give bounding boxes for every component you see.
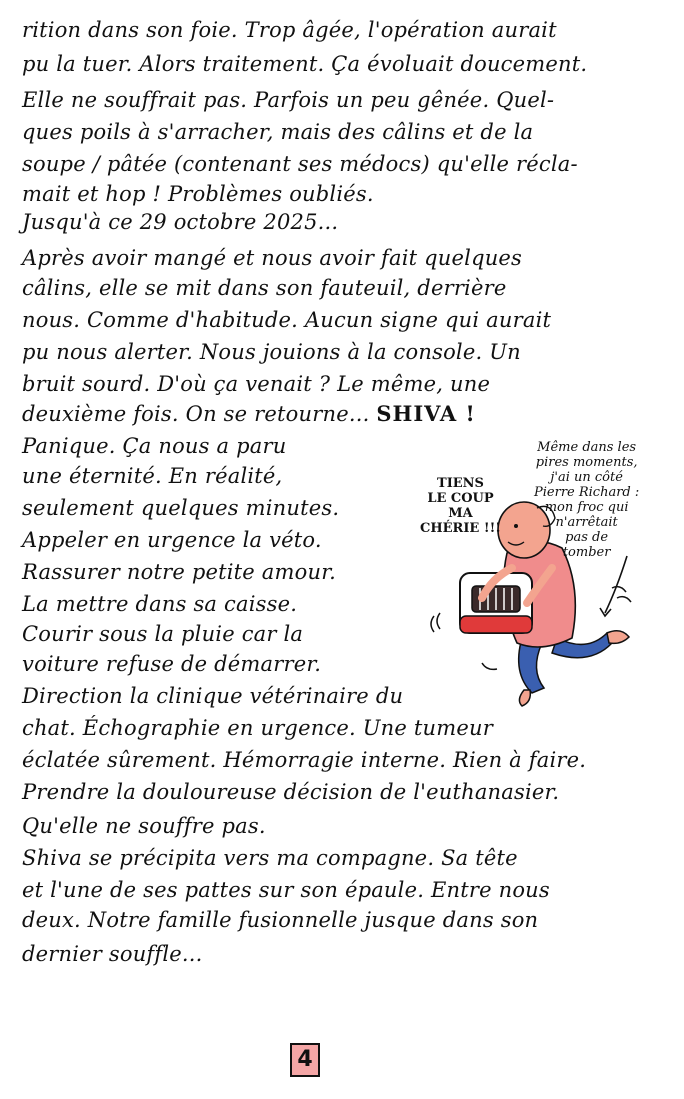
text-line: mait et hop ! Problèmes oubliés.: [22, 182, 374, 206]
text-line: nous. Comme d'habitude. Aucun signe qui aurait: [22, 308, 552, 332]
shout-line: MA: [448, 506, 473, 521]
note-line: j'ai un côté: [550, 470, 623, 485]
text-line: Courir sous la pluie car la: [22, 622, 304, 646]
text-line: rition dans son foie. Trop âgée, l'opération aurait: [22, 18, 557, 42]
note-line: pires moments,: [535, 455, 638, 470]
side-note: [534, 440, 639, 560]
shout-line: LE COUP: [427, 491, 494, 506]
text-line: Qu'elle ne souffre pas.: [22, 814, 266, 838]
text-line: seulement quelques minutes.: [22, 496, 340, 520]
text-line: ques poils à s'arracher, mais des câlins et de la: [22, 120, 534, 144]
text-line: et l'une de ses pattes sur son épaule. Entre nous: [22, 878, 550, 902]
note-line: pas de: [565, 530, 609, 545]
note-line: Même dans les: [537, 440, 637, 455]
shout-line: CHÉRIE !!!: [420, 521, 501, 536]
text-line: Prendre la douloureuse décision de l'euthanasier.: [22, 780, 560, 804]
text-line: pu nous alerter. Nous jouions à la console. Un: [22, 340, 521, 364]
note-line: tomber: [562, 545, 611, 560]
note-line: Pierre Richard :: [534, 485, 640, 500]
speech-shout: [420, 476, 501, 536]
text-line: deux. Notre famille fusionnelle jusque dans son: [22, 908, 539, 932]
text-line: chat. Échographie en urgence. Une tumeur: [22, 716, 493, 740]
shiva-name: SHIVA !: [376, 401, 476, 426]
illustration-man-with-cat-carrier: [412, 438, 674, 710]
text-line: voiture refuse de démarrer.: [22, 652, 322, 676]
text-line: Rassurer notre petite amour.: [22, 560, 336, 584]
text-line: Jusqu'à ce 29 octobre 2025...: [22, 210, 339, 234]
text-line: Après avoir mangé et nous avoir fait quelques: [22, 246, 523, 270]
note-line: mon froc qui: [544, 500, 629, 515]
text-line: Elle ne souffrait pas. Parfois un peu gênée. Quel-: [22, 88, 555, 112]
text-fragment: deuxième fois. On se retourne...: [22, 402, 370, 426]
text-line: Appeler en urgence la véto.: [22, 528, 322, 552]
text-line: dernier souffle...: [22, 942, 203, 966]
page-number: 4: [290, 1043, 320, 1077]
text-line: câlins, elle se mit dans son fauteuil, derrière: [22, 276, 507, 300]
text-line: éclatée sûrement. Hémorragie interne. Rien à faire.: [22, 748, 587, 772]
text-line: La mettre dans sa caisse.: [22, 592, 298, 616]
text-line: soupe / pâtée (contenant ses médocs) qu'elle récla-: [22, 152, 578, 176]
text-line: Shiva se précipita vers ma compagne. Sa tête: [22, 846, 518, 870]
shout-line: TIENS: [437, 476, 484, 491]
text-line: Direction la clinique vétérinaire du: [22, 684, 404, 708]
text-line: bruit sourd. D'où ça venait ? Le même, une: [22, 372, 491, 396]
text-line: une éternité. En réalité,: [22, 464, 283, 488]
text-line-with-name: [22, 400, 476, 428]
text-line: Panique. Ça nous a paru: [22, 434, 287, 458]
text-line: pu la tuer. Alors traitement. Ça évoluait doucement.: [22, 52, 588, 76]
note-line: n'arrêtait: [555, 515, 618, 530]
